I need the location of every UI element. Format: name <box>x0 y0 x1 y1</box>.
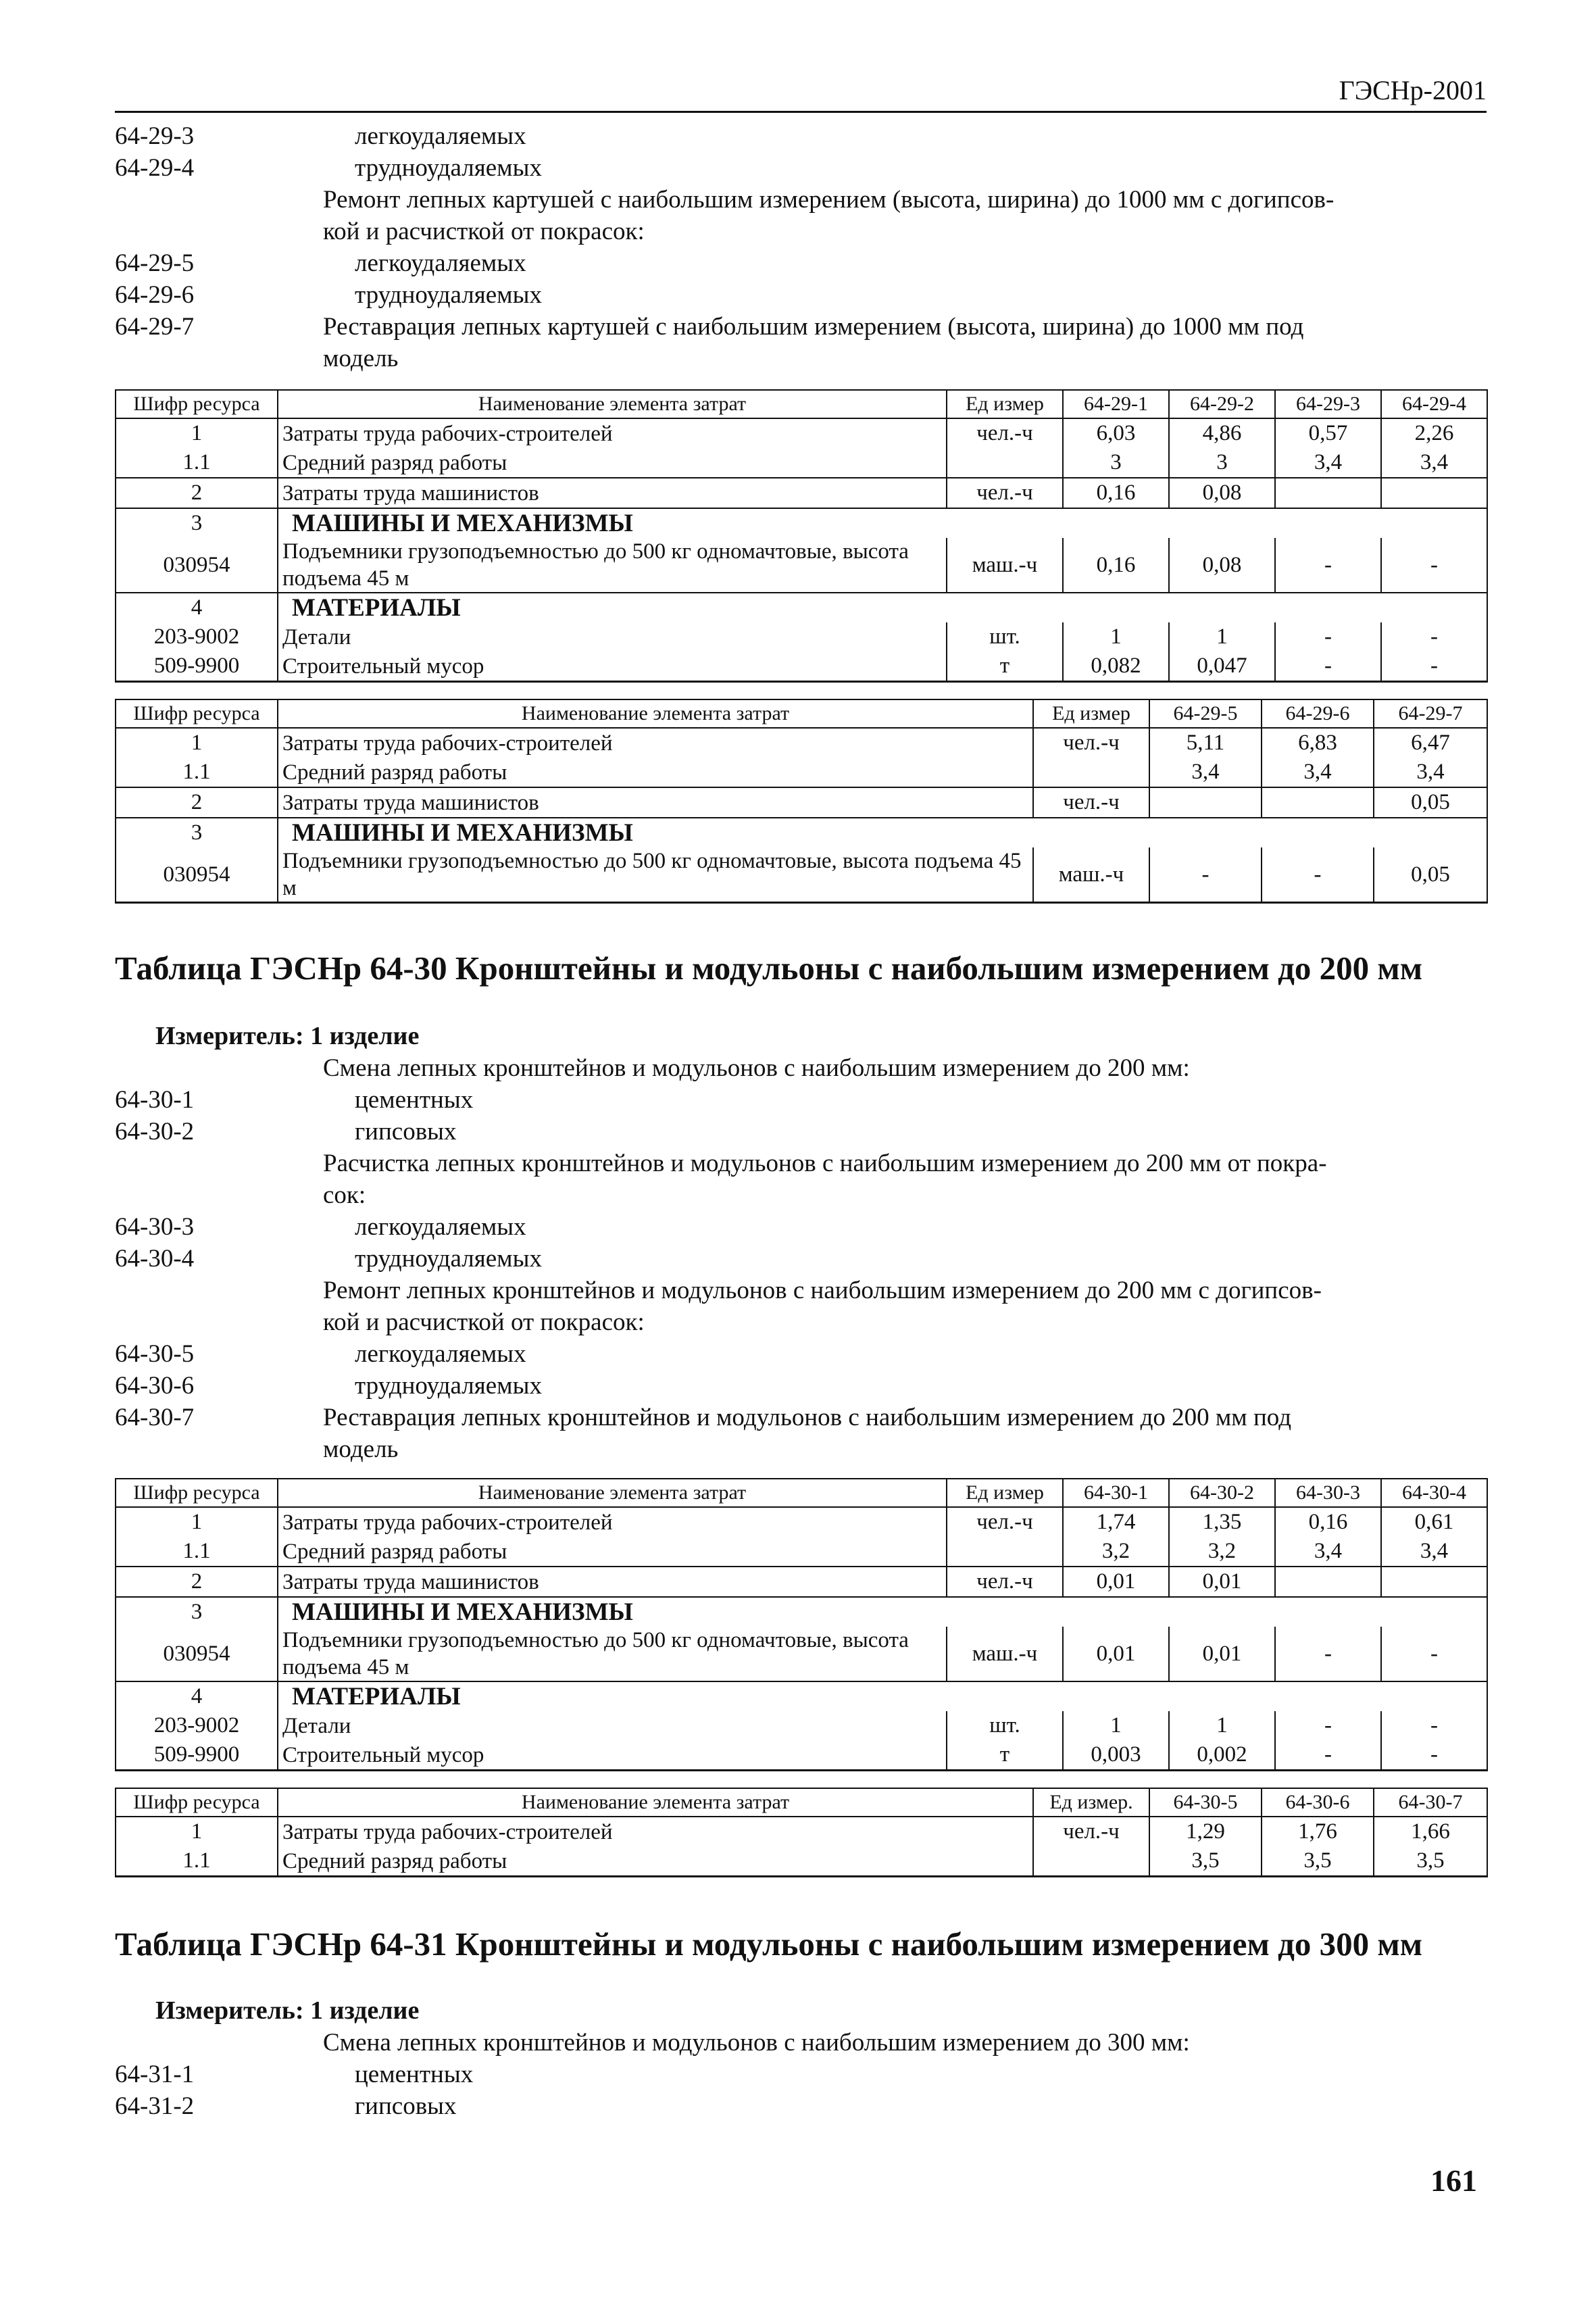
cost-element-name: Затраты труда рабочих-строителей <box>278 1817 1033 1846</box>
table-row <box>116 1507 1487 1537</box>
table-row <box>116 847 1487 903</box>
unit: шт. <box>947 622 1063 651</box>
work-item-code: 64-29-7 <box>115 313 195 341</box>
column-header: 64-29-6 <box>1262 699 1374 728</box>
norm-value: 0,01 <box>1169 1567 1275 1597</box>
resource-table-64-30-5-7 <box>115 1788 1488 1877</box>
norm-value: 3,5 <box>1374 1846 1487 1877</box>
work-item-text: Ремонт лепных кронштейнов и модульонов с наибольшим измерением до 200 мм с догипсов- <box>323 1277 1322 1304</box>
resource-code: 2 <box>116 1567 278 1597</box>
norm-value: 0,01 <box>1063 1567 1169 1597</box>
norm-value: 3,2 <box>1169 1537 1275 1567</box>
norm-value: 0,05 <box>1374 847 1487 903</box>
norm-value: 3 <box>1169 448 1275 478</box>
table-title-64-31: Таблица ГЭСНр 64-31 Кронштейны и модульоны с наибольшим измерением до 300 мм <box>115 1925 1423 1963</box>
work-item-row <box>115 1148 1487 1179</box>
norm-value: 3,4 <box>1275 448 1381 478</box>
measure-64-30 <box>115 1020 1487 1052</box>
column-header: 64-30-1 <box>1063 1479 1169 1507</box>
unit <box>1033 1846 1149 1877</box>
norm-value: 3,4 <box>1381 1537 1487 1567</box>
resource-code: 509-9900 <box>116 1740 278 1771</box>
norm-value <box>1149 787 1262 818</box>
table-header-row <box>116 699 1487 728</box>
norm-value: 1,29 <box>1149 1817 1262 1846</box>
norm-value: 3,4 <box>1149 758 1262 787</box>
norm-value: - <box>1275 651 1381 682</box>
work-item-row <box>115 1084 1487 1116</box>
unit <box>947 1537 1063 1567</box>
work-item-code: 64-29-4 <box>115 154 195 182</box>
unit: чел.-ч <box>1033 787 1149 818</box>
work-item-text: легкоудаляемых <box>355 122 526 150</box>
measure-line <box>155 1020 1487 1052</box>
table-row <box>116 1846 1487 1877</box>
norm-value: 0,61 <box>1381 1507 1487 1537</box>
work-item-row <box>115 184 1487 216</box>
table-row <box>116 1567 1487 1597</box>
norm-value: 0,08 <box>1169 538 1275 593</box>
work-item-text: кой и расчисткой от покрасок: <box>323 1308 645 1336</box>
column-header: 64-30-4 <box>1381 1479 1487 1507</box>
page-number: 161 <box>1430 2163 1477 2198</box>
work-item-row <box>115 247 1487 279</box>
cost-element-name: Затраты труда рабочих-строителей <box>278 418 947 448</box>
resource-code: 203-9002 <box>116 1711 278 1740</box>
work-item-row <box>115 152 1487 184</box>
work-item-row <box>115 2059 1487 2090</box>
work-item-row <box>115 311 1487 343</box>
work-item-row <box>115 279 1487 311</box>
column-header: Ед измер <box>947 390 1063 418</box>
work-item-row <box>115 2027 1487 2059</box>
norm-value: 0,57 <box>1275 418 1381 448</box>
unit: чел.-ч <box>947 418 1063 448</box>
work-item-text: легкоудаляемых <box>355 249 526 277</box>
unit: чел.-ч <box>1033 1817 1149 1846</box>
work-item-row <box>115 1275 1487 1306</box>
work-item-text: цементных <box>355 1086 474 1114</box>
unit: чел.-ч <box>947 1507 1063 1537</box>
table-row <box>116 622 1487 651</box>
norm-value: 1 <box>1063 622 1169 651</box>
resource-code: 1.1 <box>116 758 278 787</box>
unit: маш.-ч <box>1033 847 1149 903</box>
section-title: МАШИНЫ И МЕХАНИЗМЫ <box>278 818 1487 847</box>
work-item-code: 64-30-2 <box>115 1118 195 1146</box>
norm-value: 0,003 <box>1063 1740 1169 1771</box>
norm-value: 3 <box>1063 448 1169 478</box>
norm-value: 4,86 <box>1169 418 1275 448</box>
table-title-64-30: Таблица ГЭСНр 64-30 Кронштейны и модульоны с наибольшим измерением до 200 мм <box>115 950 1423 987</box>
work-items-64-30 <box>115 1052 1487 1465</box>
norm-value: 0,16 <box>1275 1507 1381 1537</box>
work-item-row <box>115 1433 1487 1465</box>
cost-element-name: Детали <box>278 1711 947 1740</box>
work-item-row <box>115 1338 1487 1370</box>
work-item-code: 64-31-1 <box>115 2061 195 2088</box>
table-row <box>116 1537 1487 1567</box>
norm-value: 3,4 <box>1374 758 1487 787</box>
cost-element-name: Подъемники грузоподъемностью до 500 кг одномачтовые, высота подъема 45 м <box>278 1627 947 1681</box>
column-header: Ед измер <box>947 1479 1063 1507</box>
column-header: Ед измер. <box>1033 1788 1149 1817</box>
resource-code: 3 <box>116 508 278 538</box>
norm-value: 3,5 <box>1262 1846 1374 1877</box>
work-item-row <box>115 1116 1487 1148</box>
table-row <box>116 478 1487 508</box>
norm-value: - <box>1275 1627 1381 1681</box>
work-item-code: 64-30-3 <box>115 1213 195 1241</box>
norm-value: - <box>1381 622 1487 651</box>
work-item-text: Ремонт лепных картушей с наибольшим измерением (высота, ширина) до 1000 мм с догипсов- <box>323 186 1335 214</box>
norm-value: 2,26 <box>1381 418 1487 448</box>
norm-value: - <box>1381 651 1487 682</box>
unit: маш.-ч <box>947 538 1063 593</box>
work-item-row <box>115 1052 1487 1084</box>
table-row <box>116 418 1487 448</box>
work-item-row <box>115 216 1487 247</box>
unit: чел.-ч <box>947 1567 1063 1597</box>
table-row <box>116 448 1487 478</box>
cost-element-name: Средний разряд работы <box>278 758 1033 787</box>
work-items-64-31 <box>115 2027 1487 2122</box>
column-header: 64-30-5 <box>1149 1788 1262 1817</box>
norm-value: 3,4 <box>1275 1537 1381 1567</box>
work-item-code: 64-30-6 <box>115 1372 195 1400</box>
column-header: 64-29-5 <box>1149 699 1262 728</box>
section-title: МАШИНЫ И МЕХАНИЗМЫ <box>278 1597 1487 1627</box>
norm-value: 0,047 <box>1169 651 1275 682</box>
work-item-text: гипсовых <box>355 1118 457 1146</box>
measure-value: 1 изделие <box>310 1022 420 1050</box>
table-section-row <box>116 818 1487 847</box>
measure-64-31 <box>115 1995 1487 2027</box>
column-header: Ед измер <box>1033 699 1149 728</box>
resource-code: 1.1 <box>116 448 278 478</box>
work-item-code: 64-30-5 <box>115 1340 195 1368</box>
work-item-row <box>115 1179 1487 1211</box>
norm-value: 0,01 <box>1169 1627 1275 1681</box>
column-header: 64-29-1 <box>1063 390 1169 418</box>
norm-value: 3,4 <box>1262 758 1374 787</box>
work-item-code: 64-29-6 <box>115 281 195 309</box>
norm-value: 0,002 <box>1169 1740 1275 1771</box>
norm-value: 3,5 <box>1149 1846 1262 1877</box>
norm-value: 1 <box>1169 1711 1275 1740</box>
work-item-code: 64-31-2 <box>115 2092 195 2120</box>
norm-value: 0,16 <box>1063 538 1169 593</box>
norm-value: 3,4 <box>1381 448 1487 478</box>
column-header: 64-29-7 <box>1374 699 1487 728</box>
work-item-row <box>115 1370 1487 1402</box>
resource-code: 1 <box>116 1507 278 1537</box>
resource-code: 1 <box>116 728 278 758</box>
cost-element-name: Затраты труда машинистов <box>278 478 947 508</box>
work-item-text: цементных <box>355 2061 474 2088</box>
work-item-text: гипсовых <box>355 2092 457 2120</box>
table-row <box>116 651 1487 682</box>
column-header: 64-30-2 <box>1169 1479 1275 1507</box>
work-item-text: кой и расчисткой от покрасок: <box>323 218 645 245</box>
work-item-text: Расчистка лепных кронштейнов и модульонов с наибольшим измерением до 200 мм от покра- <box>323 1150 1327 1177</box>
norm-value: 1,76 <box>1262 1817 1374 1846</box>
resource-code: 1 <box>116 418 278 448</box>
work-item-text: легкоудаляемых <box>355 1340 526 1368</box>
cost-element-name: Средний разряд работы <box>278 448 947 478</box>
norm-value: - <box>1275 1711 1381 1740</box>
resource-code: 1 <box>116 1817 278 1846</box>
norm-value <box>1275 1567 1381 1597</box>
column-header: 64-30-6 <box>1262 1788 1374 1817</box>
unit <box>947 448 1063 478</box>
norm-value: 0,16 <box>1063 478 1169 508</box>
work-item-code: 64-30-1 <box>115 1086 195 1114</box>
unit: чел.-ч <box>947 478 1063 508</box>
norm-value: 1,74 <box>1063 1507 1169 1537</box>
table-row <box>116 1817 1487 1846</box>
resource-code: 1.1 <box>116 1846 278 1877</box>
section-title: МАТЕРИАЛЫ <box>278 593 1487 622</box>
norm-value: 1 <box>1169 622 1275 651</box>
resource-code: 030954 <box>116 1627 278 1681</box>
norm-value: 0,08 <box>1169 478 1275 508</box>
work-item-row <box>115 120 1487 152</box>
norm-value: 0,082 <box>1063 651 1169 682</box>
norm-value: - <box>1275 538 1381 593</box>
resource-code: 509-9900 <box>116 651 278 682</box>
work-item-text: Смена лепных кронштейнов и модульонов с наибольшим измерением до 200 мм: <box>323 1054 1190 1082</box>
norm-value: 1,35 <box>1169 1507 1275 1537</box>
section-title: МАТЕРИАЛЫ <box>278 1681 1487 1711</box>
column-header: Шифр ресурса <box>116 1788 278 1817</box>
work-item-text: трудноудаляемых <box>355 1245 542 1273</box>
unit: т <box>947 651 1063 682</box>
norm-value: 0,01 <box>1063 1627 1169 1681</box>
column-header: 64-29-3 <box>1275 390 1381 418</box>
norm-value: 6,03 <box>1063 418 1169 448</box>
column-header: Наименование элемента затрат <box>278 699 1033 728</box>
table-row <box>116 1711 1487 1740</box>
column-header: 64-29-4 <box>1381 390 1487 418</box>
cost-element-name: Подъемники грузоподъемностью до 500 кг одномачтовые, высота подъема 45 м <box>278 847 1033 903</box>
table-section-row <box>116 593 1487 622</box>
table-header-row <box>116 390 1487 418</box>
cost-element-name: Строительный мусор <box>278 1740 947 1771</box>
norm-value <box>1381 1567 1487 1597</box>
work-item-row <box>115 1306 1487 1338</box>
work-items-64-29 <box>115 120 1487 374</box>
cost-element-name: Затраты труда машинистов <box>278 787 1033 818</box>
cost-element-name: Детали <box>278 622 947 651</box>
work-item-row <box>115 1211 1487 1243</box>
resource-code: 2 <box>116 478 278 508</box>
resource-code: 2 <box>116 787 278 818</box>
norm-value: - <box>1381 1740 1487 1771</box>
table-row <box>116 758 1487 787</box>
table-section-row <box>116 1597 1487 1627</box>
table-row <box>116 538 1487 593</box>
norm-value: 5,11 <box>1149 728 1262 758</box>
resource-code: 030954 <box>116 847 278 903</box>
resource-code: 3 <box>116 818 278 847</box>
work-item-code: 64-30-4 <box>115 1245 195 1273</box>
column-header: Шифр ресурса <box>116 390 278 418</box>
measure-label: Измеритель: <box>155 1996 304 2025</box>
section-title: МАШИНЫ И МЕХАНИЗМЫ <box>278 508 1487 538</box>
column-header: Наименование элемента затрат <box>278 390 947 418</box>
norm-value: 1,66 <box>1374 1817 1487 1846</box>
work-item-row <box>115 2090 1487 2122</box>
norm-value: 6,83 <box>1262 728 1374 758</box>
work-item-text: Реставрация лепных картушей с наибольшим измерением (высота, ширина) до 1000 мм под <box>323 313 1304 341</box>
column-header: Наименование элемента затрат <box>278 1788 1033 1817</box>
work-item-text: модель <box>323 345 399 372</box>
table-row <box>116 728 1487 758</box>
norm-value: 3,2 <box>1063 1537 1169 1567</box>
page-header <box>115 73 1487 113</box>
work-item-text: модель <box>323 1435 399 1463</box>
unit: чел.-ч <box>1033 728 1149 758</box>
column-header: Наименование элемента затрат <box>278 1479 947 1507</box>
norm-value <box>1262 787 1374 818</box>
work-item-code: 64-30-7 <box>115 1404 195 1431</box>
work-item-text: трудноудаляемых <box>355 1372 542 1400</box>
unit: маш.-ч <box>947 1627 1063 1681</box>
column-header: 64-30-7 <box>1374 1788 1487 1817</box>
resource-table-64-29-1-4 <box>115 389 1488 683</box>
norm-value: - <box>1381 538 1487 593</box>
resource-code: 030954 <box>116 538 278 593</box>
unit: шт. <box>947 1711 1063 1740</box>
unit <box>1033 758 1149 787</box>
cost-element-name: Строительный мусор <box>278 651 947 682</box>
norm-value: - <box>1275 1740 1381 1771</box>
norm-value: - <box>1381 1627 1487 1681</box>
norm-value <box>1275 478 1381 508</box>
measure-value: 1 изделие <box>310 1996 420 2025</box>
cost-element-name: Затраты труда рабочих-строителей <box>278 1507 947 1537</box>
cost-element-name: Подъемники грузоподъемностью до 500 кг одномачтовые, высота подъема 45 м <box>278 538 947 593</box>
norm-value <box>1381 478 1487 508</box>
work-item-text: Реставрация лепных кронштейнов и модульонов с наибольшим измерением до 200 мм под <box>323 1404 1292 1431</box>
work-item-row <box>115 343 1487 374</box>
unit: т <box>947 1740 1063 1771</box>
resource-code: 4 <box>116 1681 278 1711</box>
work-item-row <box>115 1402 1487 1433</box>
cost-element-name: Затраты труда рабочих-строителей <box>278 728 1033 758</box>
resource-table-64-30-1-4 <box>115 1478 1488 1771</box>
column-header: Шифр ресурса <box>116 1479 278 1507</box>
table-row <box>116 1627 1487 1681</box>
work-item-code: 64-29-3 <box>115 122 195 150</box>
work-item-code: 64-29-5 <box>115 249 195 277</box>
column-header: 64-29-2 <box>1169 390 1275 418</box>
norm-value: - <box>1381 1711 1487 1740</box>
table-row <box>116 787 1487 818</box>
measure-label: Измеритель: <box>155 1022 304 1050</box>
table-header-row <box>116 1788 1487 1817</box>
measure-line <box>155 1995 1487 2027</box>
cost-element-name: Средний разряд работы <box>278 1537 947 1567</box>
table-section-row <box>116 1681 1487 1711</box>
resource-code: 4 <box>116 593 278 622</box>
resource-table-64-29-5-7 <box>115 699 1488 904</box>
work-item-text: трудноудаляемых <box>355 281 542 309</box>
resource-code: 3 <box>116 1597 278 1627</box>
work-item-text: легкоудаляемых <box>355 1213 526 1241</box>
resource-code: 203-9002 <box>116 622 278 651</box>
norm-value: - <box>1275 622 1381 651</box>
norm-value: - <box>1149 847 1262 903</box>
norm-value: 1 <box>1063 1711 1169 1740</box>
work-item-text: трудноудаляемых <box>355 154 542 182</box>
resource-code: 1.1 <box>116 1537 278 1567</box>
work-item-text: Смена лепных кронштейнов и модульонов с наибольшим измерением до 300 мм: <box>323 2029 1190 2057</box>
document-title: ГЭСНр-2001 <box>1339 75 1487 105</box>
cost-element-name: Затраты труда машинистов <box>278 1567 947 1597</box>
cost-element-name: Средний разряд работы <box>278 1846 1033 1877</box>
table-section-row <box>116 508 1487 538</box>
column-header: 64-30-3 <box>1275 1479 1381 1507</box>
column-header: Шифр ресурса <box>116 699 278 728</box>
table-header-row <box>116 1479 1487 1507</box>
work-item-row <box>115 1243 1487 1275</box>
table-row <box>116 1740 1487 1771</box>
norm-value: 0,05 <box>1374 787 1487 818</box>
norm-value: - <box>1262 847 1374 903</box>
norm-value: 6,47 <box>1374 728 1487 758</box>
work-item-text: сок: <box>323 1181 366 1209</box>
